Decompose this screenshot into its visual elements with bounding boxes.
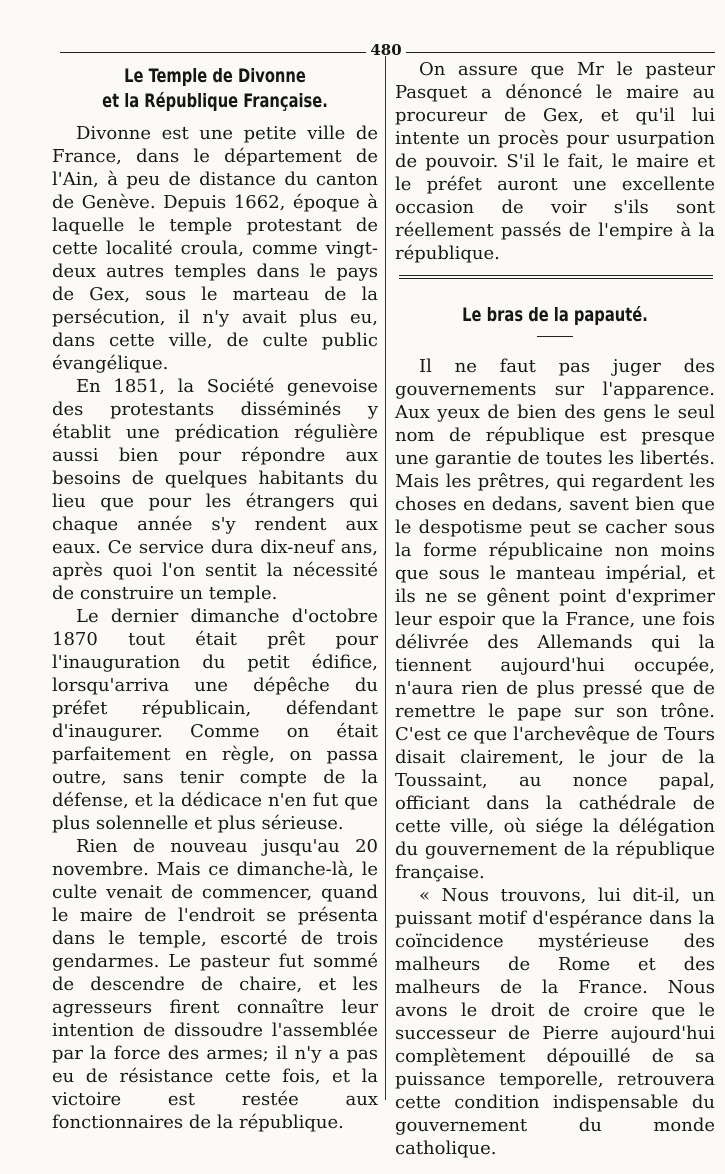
article-title-papaute: Le bras de la papauté. xyxy=(462,304,648,326)
title-dash xyxy=(537,336,573,337)
paragraph: Le dernier dimanche d'octobre 1870 tout était prêt pour l'inauguration du petit édifice, lorsqu'arriva une dépêche du préfet républicain, défendant d'inaugurer. Comme on était parfaitement en règle, on passa outre, sans tenir compte de la défense, et la dédicace n'en fut que plus solennelle et plus sérieuse. xyxy=(52,606,378,834)
paragraph: En 1851, la Société genevoise des protestants disséminés y établit une prédication régulière aussi bien pour répondre aux besoins de quelques habitants du lieu que pour les étrangers qui chaque année s'y rendent aux eaux. Ce service dura dix-neuf ans, après quoi l'on sentit la nécessité de construire un temple. xyxy=(52,376,378,604)
paragraph: Rien de nouveau jusqu'au 20 novembre. Mais ce dimanche-là, le culte venait de commencer, quand le maire de l'endroit se présenta dans le temple, escorté de trois gendarmes. Le pasteur fut sommé de descendre de chaire, et les agresseurs firent connaître leur intention de dissoudre l'assemblée par la force des armes; il n'y a pas eu de résistance cette fois, et la victoire est restée aux fonctionnaires de la république. xyxy=(52,836,378,1133)
right-column xyxy=(395,58,715,1160)
left-column xyxy=(52,58,378,1134)
paragraph: Il ne faut pas juger des gouvernements sur l'apparence. Aux yeux de bien des gens le seul nom de république est presque une garantie de toutes les libertés. Mais les prêtres, qui regardent les choses en dedans, savent bien que le despotisme peut se cacher sous la forme républicaine non moins que sous le manteau impérial, et ils ne se gênent point d'exprimer leur espoir que la France, une fois délivrée des Allemands qui la tiennent aujourd'hui occupée, n'aura rien de plus pressé que de remettre le pape sur son trône. C'est ce que l'archevêque de Tours disait clairement, le jour de la Toussaint, au nonce papal, officiant dans la cathédrale de cette ville, où siége la délégation du gouvernement de la république française. xyxy=(395,356,715,883)
paragraph: « Nous trouvons, lui dit-il, un puissant motif d'espérance dans la coïncidence mystérieuse des malheurs de Rome et des malheurs de la France. Nous avons le droit de croire que le successeur de Pierre aujourd'hui complètement dépouillé de sa puissance temporelle, retrouvera cette condition indispensable du gouvernement du monde catholique. xyxy=(395,885,715,1159)
paragraph: Divonne est une petite ville de France, dans le département de l'Ain, à peu de distance du canton de Genève. Depuis 1662, époque à laquelle le temple protestant de cette localité croula, comme vingt-deux autres temples dans le pays de Gex, sous le marteau de la persécution, il n'y avait plus eu, dans cette ville, de culte public évangélique. xyxy=(52,123,378,374)
article-title-temple xyxy=(75,64,355,114)
continuation-paragraph: On assure que Mr le pasteur Pasquet a dénoncé le maire au procureur de Gex, et qu'il lui intente un procès pour usurpation de pouvoir. S'il le fait, le maire et le préfet auront une excellente occasion de voir s'ils sont réellement passés de l'empire à la république. xyxy=(395,59,715,264)
column-divider xyxy=(385,56,386,1100)
page-number: 480 xyxy=(366,40,406,60)
article-title-line-1: Le Temple de Divonne xyxy=(124,65,306,87)
section-divider xyxy=(399,275,713,279)
article-title-line-2: et la République Française. xyxy=(102,90,328,112)
